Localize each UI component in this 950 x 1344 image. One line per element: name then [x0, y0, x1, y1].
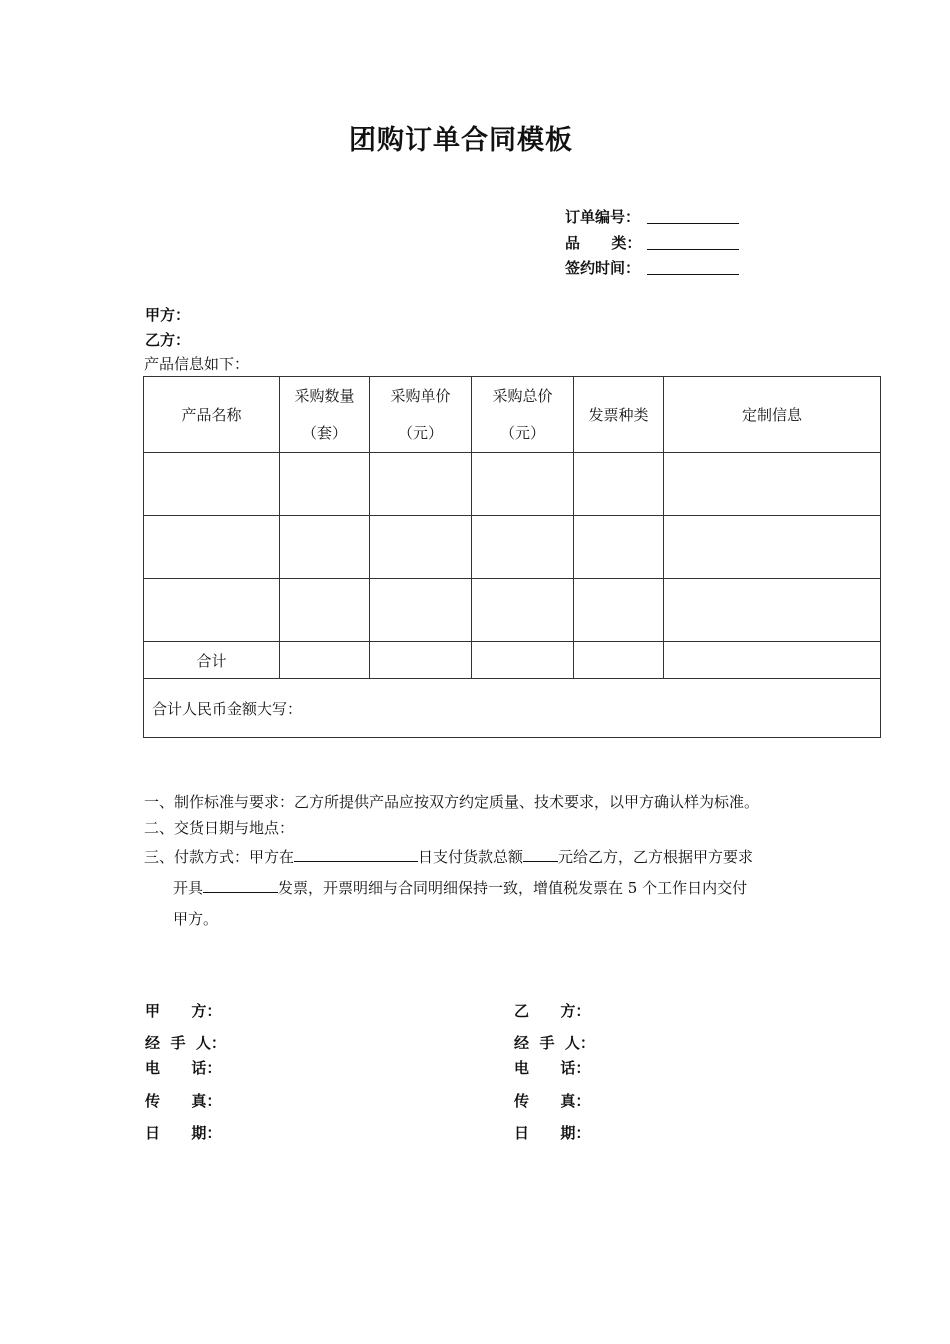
header-quantity-line1: 采购数量: [294, 386, 355, 405]
header-custom-info: 定制信息: [664, 377, 881, 453]
clause-payment-text4: 开具: [173, 879, 204, 897]
header-quantity: [280, 377, 370, 453]
table-row: [144, 453, 881, 516]
table-cell[interactable]: [574, 642, 664, 679]
signature-b-phone: 电 话：: [514, 1059, 591, 1077]
contract-clauses: [144, 790, 824, 935]
table-cell[interactable]: [144, 516, 280, 579]
table-cell[interactable]: [280, 579, 370, 642]
sum-row: [144, 642, 881, 679]
header-total-price: [472, 377, 574, 453]
clause-payment-text5: 发票，开票明细与合同明细保持一致，增值税发票在 5 个工作日内交付: [278, 879, 748, 897]
header-total-price-line2: （元）: [499, 423, 545, 442]
clause-payment-text3: 元给乙方，乙方根据甲方要求: [558, 848, 754, 866]
header-product-name: 产品名称: [144, 377, 280, 453]
product-info-intro: 产品信息如下：: [144, 355, 250, 373]
table-cell[interactable]: [472, 516, 574, 579]
table-cell[interactable]: [370, 642, 472, 679]
signature-b-date: 日 期：: [514, 1124, 591, 1142]
signature-b-party: 乙 方：: [514, 1002, 591, 1020]
party-b-label: 乙方：: [145, 331, 191, 349]
clause-payment-text1: 三、付款方式：甲方在: [144, 848, 295, 866]
order-number-row: [565, 204, 739, 230]
clause-payment-line2: [144, 873, 824, 904]
product-table: [143, 376, 881, 738]
table-cell[interactable]: [370, 579, 472, 642]
category-row: [565, 230, 739, 256]
signature-a-fax: 传 真：: [145, 1092, 222, 1110]
signature-b-fax: 传 真：: [514, 1092, 591, 1110]
table-cell[interactable]: [664, 579, 881, 642]
header-unit-price-line1: 采购单价: [390, 386, 451, 405]
table-cell[interactable]: [574, 453, 664, 516]
table-cell[interactable]: [664, 453, 881, 516]
header-total-price-line1: 采购总价: [492, 386, 553, 405]
signature-b-handler: 经 手 人：: [514, 1034, 595, 1052]
clause-payment-line1: [144, 842, 824, 873]
party-a-label: 甲方：: [145, 306, 191, 324]
header-unit-price: [370, 377, 472, 453]
sum-label: 合计: [144, 642, 280, 679]
payment-day-blank[interactable]: [294, 845, 418, 862]
sign-time-field[interactable]: [647, 260, 739, 275]
sign-time-label: 签约时间：: [565, 259, 641, 278]
payment-amount-blank[interactable]: [523, 845, 558, 862]
signature-a-phone: 电 话：: [145, 1059, 222, 1077]
order-number-label: 订单编号：: [565, 208, 641, 227]
table-cell[interactable]: [280, 453, 370, 516]
table-cell[interactable]: [664, 516, 881, 579]
header-unit-price-line2: （元）: [397, 423, 443, 442]
table-cell[interactable]: [472, 453, 574, 516]
clause-payment: [144, 842, 824, 935]
order-meta: [565, 204, 739, 281]
document-title: 团购订单合同模板: [349, 125, 573, 156]
table-cell[interactable]: [574, 579, 664, 642]
table-header-row: [144, 377, 881, 453]
table-cell[interactable]: [472, 642, 574, 679]
sign-time-row: [565, 255, 739, 281]
table-cell[interactable]: [574, 516, 664, 579]
table-cell[interactable]: [280, 642, 370, 679]
order-number-field[interactable]: [647, 209, 739, 224]
signature-a-party: 甲 方：: [145, 1002, 222, 1020]
invoice-type-blank[interactable]: [203, 876, 278, 893]
table-cell[interactable]: [144, 579, 280, 642]
clause-payment-text2: 日支付货款总额: [418, 848, 524, 866]
clause-delivery: 二、交货日期与地点：: [144, 819, 295, 837]
header-quantity-line2: （套）: [301, 423, 347, 442]
table-row: [144, 516, 881, 579]
table-cell[interactable]: [370, 516, 472, 579]
total-rmb-label[interactable]: 合计人民币金额大写：: [144, 679, 881, 738]
table-row: [144, 579, 881, 642]
category-field[interactable]: [647, 235, 739, 250]
header-invoice-type: 发票种类: [574, 377, 664, 453]
clause-standards: 一、制作标准与要求：乙方所提供产品应按双方约定质量、技术要求，以甲方确认样为标准。: [144, 793, 760, 811]
total-rmb-row: [144, 679, 881, 738]
table-cell[interactable]: [280, 516, 370, 579]
table-cell[interactable]: [664, 642, 881, 679]
table-cell[interactable]: [370, 453, 472, 516]
category-label: 品 类：: [565, 233, 642, 252]
table-cell[interactable]: [472, 579, 574, 642]
signature-a-handler: 经 手 人：: [145, 1034, 226, 1052]
clause-payment-line3: 甲方。: [173, 910, 219, 928]
table-cell[interactable]: [144, 453, 280, 516]
signature-a-date: 日 期：: [145, 1124, 222, 1142]
